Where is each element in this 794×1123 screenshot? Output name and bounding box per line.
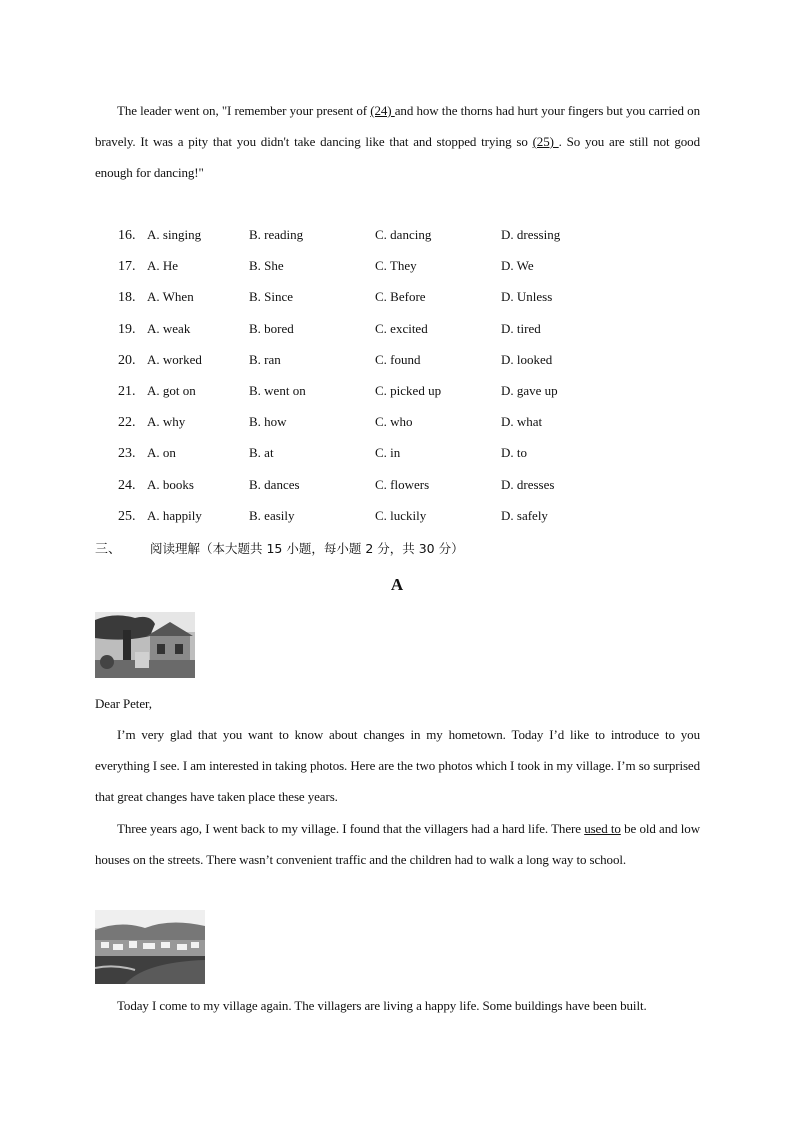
option-c: C. picked up <box>375 383 442 398</box>
question-row <box>0 352 794 372</box>
letter-greeting: Dear Peter, <box>95 696 152 711</box>
option-b: B. dances <box>249 476 300 492</box>
letter-paragraph-2 <box>95 813 700 875</box>
option-a: A. happily <box>147 507 202 523</box>
option-d: D. dresses <box>501 476 555 492</box>
option-c: C. found <box>375 351 421 367</box>
option-a: A. He <box>147 258 179 274</box>
option-c: C. They <box>375 258 417 274</box>
option-d: D. looked <box>501 351 553 367</box>
option-c: C. flowers <box>375 476 430 492</box>
option-b: B. ran <box>249 351 281 367</box>
village-photo-new <box>95 910 205 984</box>
question-number: 18. <box>118 290 136 306</box>
question-number: 23. <box>118 446 136 462</box>
question-row <box>0 414 794 434</box>
letter-paragraph-1: I’m very glad that you want to know about changes in my hometown. Today I’d like to introduce to you everything I see. I am interested in taking photos. Here are the two photos which I took in my village. I’m so surprised that great changes have taken place these years. <box>95 727 700 804</box>
option-b: B. bored <box>249 320 294 336</box>
option-a: A. worked <box>147 351 202 367</box>
question-row <box>0 383 794 403</box>
option-b: B. reading <box>249 227 304 242</box>
intro-text-3: . So you are still not good enough for dancing!" <box>95 134 700 180</box>
letter-paragraph-3: Today I come to my village again. The villagers are living a happy life. Some buildings have been built. <box>117 998 647 1013</box>
option-d: D. We <box>501 258 534 274</box>
option-d: D. Unless <box>501 289 553 305</box>
letter-p2-text-2: be old and low houses on the streets. There wasn’t convenient traffic and the children had to walk a long way to school. <box>95 821 700 867</box>
option-a: A. books <box>147 476 194 492</box>
part-title: A <box>390 575 404 594</box>
option-a: A. got on <box>147 383 196 398</box>
section-heading <box>95 538 464 557</box>
blank-24: (24) <box>370 103 395 118</box>
question-row <box>0 477 794 497</box>
option-d: D. gave up <box>501 383 558 398</box>
question-row <box>0 508 794 528</box>
question-row <box>0 445 794 465</box>
option-c: C. who <box>375 414 413 430</box>
option-d: D. dressing <box>501 227 561 242</box>
question-number: 24. <box>118 477 136 493</box>
question-number: 16. <box>118 228 136 243</box>
section-number: 三、 <box>95 542 122 557</box>
option-c: C. dancing <box>375 227 432 242</box>
intro-text-1: The leader went on, "I remember your present of <box>117 103 371 118</box>
option-a: A. on <box>147 445 176 461</box>
used-to-underlined: used to <box>584 821 621 836</box>
question-row <box>0 258 794 278</box>
option-c: C. Before <box>375 289 426 305</box>
village-photo-old <box>95 612 195 678</box>
option-a: A. why <box>147 414 186 430</box>
question-number: 21. <box>118 384 136 399</box>
blank-25: (25) <box>532 134 559 149</box>
option-a: A. When <box>147 289 194 305</box>
option-d: D. to <box>501 445 527 461</box>
option-d: D. safely <box>501 507 548 523</box>
letter-p2-text-1: Three years ago, I went back to my village. I found that the villagers had a hard life. There <box>117 821 585 836</box>
option-a: A. weak <box>147 320 191 336</box>
question-row <box>0 321 794 341</box>
section-title: 阅读理解（本大题共 15 小题，每小题 2 分，共 30 分） <box>150 541 464 556</box>
question-row <box>0 227 794 247</box>
option-c: C. luckily <box>375 507 427 523</box>
option-b: B. how <box>249 414 287 430</box>
option-d: D. what <box>501 414 543 430</box>
option-c: C. excited <box>375 320 428 336</box>
option-b: B. Since <box>249 289 294 305</box>
question-number: 19. <box>118 321 136 337</box>
intro-paragraph <box>95 95 700 188</box>
question-number: 20. <box>118 352 136 368</box>
question-number: 17. <box>118 259 136 275</box>
option-a: A. singing <box>147 227 202 242</box>
question-number: 22. <box>118 415 136 431</box>
option-b: B. at <box>249 445 274 461</box>
question-number: 25. <box>118 508 136 524</box>
intro-text-2: and how the thorns had hurt your fingers but you carried on bravely. It was a pity that you didn't take dancing like that and stopped trying so <box>95 103 700 149</box>
option-d: D. tired <box>501 320 541 336</box>
option-b: B. easily <box>249 507 295 523</box>
option-c: C. in <box>375 445 401 461</box>
question-row <box>0 289 794 309</box>
option-b: B. She <box>249 258 284 274</box>
option-b: B. went on <box>249 383 306 398</box>
